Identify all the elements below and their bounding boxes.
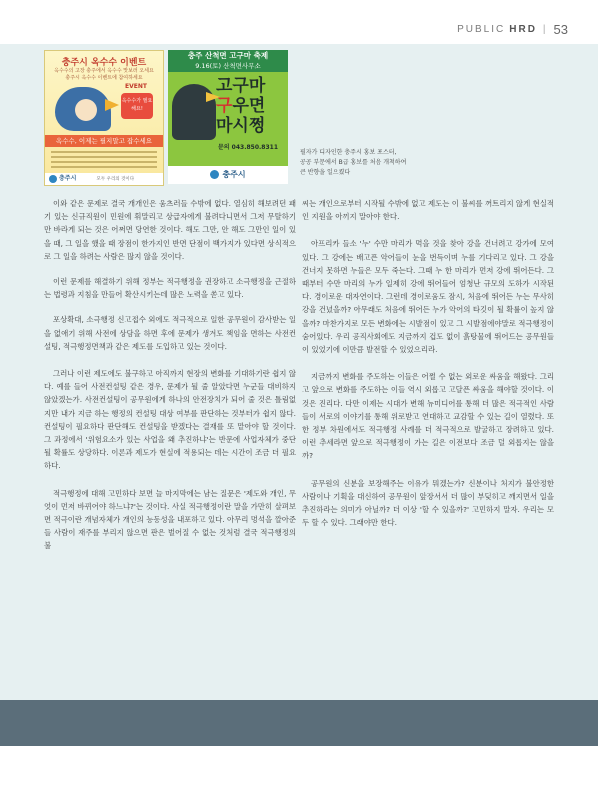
page-number: 53 (553, 22, 568, 37)
poster-corn-event (44, 50, 164, 186)
paragraph: 그러나 이런 제도에도 불구하고 아직까지 현장의 변화를 기대하기란 쉽지 않다. 예를 들어 사전컨설팅 같은 경우, 문제가 될 줄 알았다면 누군들 대비하지 않았겠는가. 사전컨설팅이 공무원에게 하나의 안전장치가 되어 줄 것은 틀림없지만 내가 지금 하는 행정의 컨설팅 대상 여부를 판단하는 것부터가 쉽지 않다. 컨설팅이 필요하다 판단해도 컨설팅을 받겠다는 결재를 또 맡아야 할 것이다. 그 과정에서 '위험요소가 있는 사업을 왜 추진하냐'는 반문에 사업자체가 중단될 확률도 상당하다. 이론과 제도가 현실에 적용되는 데는 시간이 조금 더 필요하다. (44, 369, 296, 471)
magazine-name: PUBLIC (457, 24, 506, 35)
paragraph: 지금까지 변화를 주도하는 이들은 어쩔 수 없는 외로운 싸움을 해왔다. 그리고 앞으로 변화를 주도하는 이들 역시 외롭고 고달픈 싸움을 해야할 것이다. 이것은 진리다. 다만 이제는 시대가 변해 뉴미디어를 통해 더 많은 적극적인 사람들이 서로의 이야기를 통해 위로받고 연대하고 교감할 수 있는 길이 열렸다. 또한 정부 차원에서도 적극행정 사례를 더 적극적으로 발굴하고 장려하고 있다. 이런 추세라면 앞으로 적극행정이 가는 길은 이전보다 조금 덜 외롭지는 않을까? (302, 372, 554, 461)
poster1-footnote: 모두 우리의 것이다 (96, 177, 135, 182)
paragraph: 적극행정에 대해 고민하다 보면 늘 마지막에는 남는 질문은 '제도와 개인, 무엇이 먼저 바뀌어야 하느냐?'는 것이다. 사실 적극행정이란 말을 가만히 살펴보면 적극이란 개념자체가 개인의 능동성을 내포하고 있다. 아무리 멍석을 깔아준들 사람이 재주를 부리지 않으면 판은 벌어질 수 없는 것처럼 결국 적극행정의 불 (44, 488, 296, 551)
poster1-sub-line1: 옥수수의 고장 충주에서 옥수수 맛보러 오세요 (54, 68, 154, 74)
poster1-event-label: EVENT (125, 83, 147, 90)
paragraph: 이와 같은 문제로 결국 개개인은 움츠러들 수밖에 없다. 열심히 해보려던 패기 있는 신규직원이 민원에 휘말리고 상급자에게 불려다니면서 그저 무탈하기만 바라게 되는 것은 어쩌면 당연한 것이다. 해도 그만, 안 해도 그만인 일이 있을 때, 그 일을 했을 때 장점이 한가지인 반면 단점이 백가지가 있다면 상식적으로 그 일을 하려는 사람은 많지 않을 것이다. (44, 199, 296, 261)
paragraph: 포상확대, 소극행정 신고접수 외에도 적극적으로 일한 공무원이 감사받는 일을 없애기 위해 사전에 상담을 하면 후에 문제가 생겨도 책임을 면하는 사전컨설팅, 적극행정면책과 같은 제도를 도입하고 있는 것이다. (44, 315, 296, 351)
caption-line2: 공공 부문에서 B급 홍보를 처음 개척하여 (300, 159, 407, 166)
article-right-column (302, 197, 554, 541)
magazine-name-hrd: HRD (509, 24, 537, 35)
poster2-header (168, 50, 288, 72)
city-logo-icon (49, 175, 57, 183)
paragraph: 씨는 개인으로부터 시작될 수밖에 없고 제도는 이 불씨를 꺼트리지 않게 현실적인 지원을 아끼지 말아야 한다. (302, 199, 554, 222)
poster2-phone: 문의 043.850.8311 (218, 144, 278, 151)
poster1-title: 충주시 옥수수 이벤트 (61, 58, 147, 68)
poster2-headline-line1: 고구마 (216, 76, 266, 96)
poster2-city-name: 충주시 (222, 170, 246, 179)
poster2-title: 충주 산척면 고구마 축제 (187, 51, 269, 60)
poster1-city-name: 충주시 (59, 175, 77, 182)
header-separator: | (542, 24, 548, 35)
poster1-badge: 옥수수가 필요해요! (121, 93, 153, 119)
poster2-headline-rest: 우면 (232, 96, 266, 116)
poster2-headline-line2 (216, 96, 286, 116)
poster1-info-lines (51, 151, 157, 171)
poster2-headline (216, 76, 286, 136)
poster1-city (45, 173, 163, 185)
footer-band (0, 700, 598, 746)
poster2-city (168, 166, 288, 184)
caption-line1: 필자가 디자인한 충주시 홍보 포스터, (300, 149, 397, 156)
bird-beak-icon (105, 99, 119, 111)
bird-face-icon (75, 99, 97, 121)
poster2-headline-line3: 마시쩡 (216, 116, 266, 136)
page-header (457, 22, 568, 37)
poster1-subtitle (49, 68, 159, 82)
city-logo-icon (210, 170, 219, 179)
article-left-column (44, 197, 296, 565)
caption-line3: 큰 반향을 일으켰다 (300, 169, 351, 176)
poster2-date: 9.16(토) 산척면사무소 (195, 62, 261, 70)
image-caption (300, 148, 450, 178)
paragraph: 아프리카 들소 '누' 수만 마리가 먹을 것을 찾아 강을 건너려고 강가에 모여있다. 그 강에는 배고픈 악어들이 눈을 번득이며 누를 기다리고 있다. 그 강을 건너지 못하면 누들은 모두 죽는다. 그때 누 한 마리가 먼저 강에 뛰어든다. 그때부터 수만 마리의 누가 일제히 강에 뛰어들어 엄청난 규모의 도하가 시작된다. 경이로운 대자연이다. 그런데 경이로움도 잠시, 처음에 뛰어든 누는 무사히 강을 건넜을까? 아무래도 처음에 뛰어든 누가 악어의 타깃이 될 확률이 높지 않을까? 마찬가지로 모든 변화에는 시발점이 있고 그 시발점에야말로 적극행정이 숨어있다. 우리 공직사회에도 지금까지 겁도 없이 흙탕물에 뛰어드는 공무원들이 있었기에 이만큼 발전할 수 있었으리라. (302, 239, 554, 355)
paragraph: 공무원의 신분을 보장해주는 이유가 뭐겠는가? 신분이나 처지가 불안정한 사람이나 기획을 대신하여 공무원이 앞장서서 더 많이 부딪히고 깨지면서 일을 추진하라는 의미가 아닐까? 더 이상 '할 수 있을까?' 고민하지 말자. 우리는 모두 할 수 있다. 그래야만 한다. (302, 478, 554, 528)
paragraph: 이런 문제를 해결하기 위해 정부는 적극행정을 권장하고 소극행정을 근절하는 법령과 지침을 만들어 확산시키는데 많은 노력을 쏟고 있다. (44, 277, 296, 300)
poster1-slogan: 옥수수, 이제는 필지말고 잡수세요 (45, 135, 163, 147)
poster2-headline-red: 구 (216, 96, 233, 116)
poster1-sub-line2: 충주시 옥수수 이벤트에 참여하세요 (65, 75, 143, 81)
poster-sweet-potato-festival (168, 50, 288, 184)
